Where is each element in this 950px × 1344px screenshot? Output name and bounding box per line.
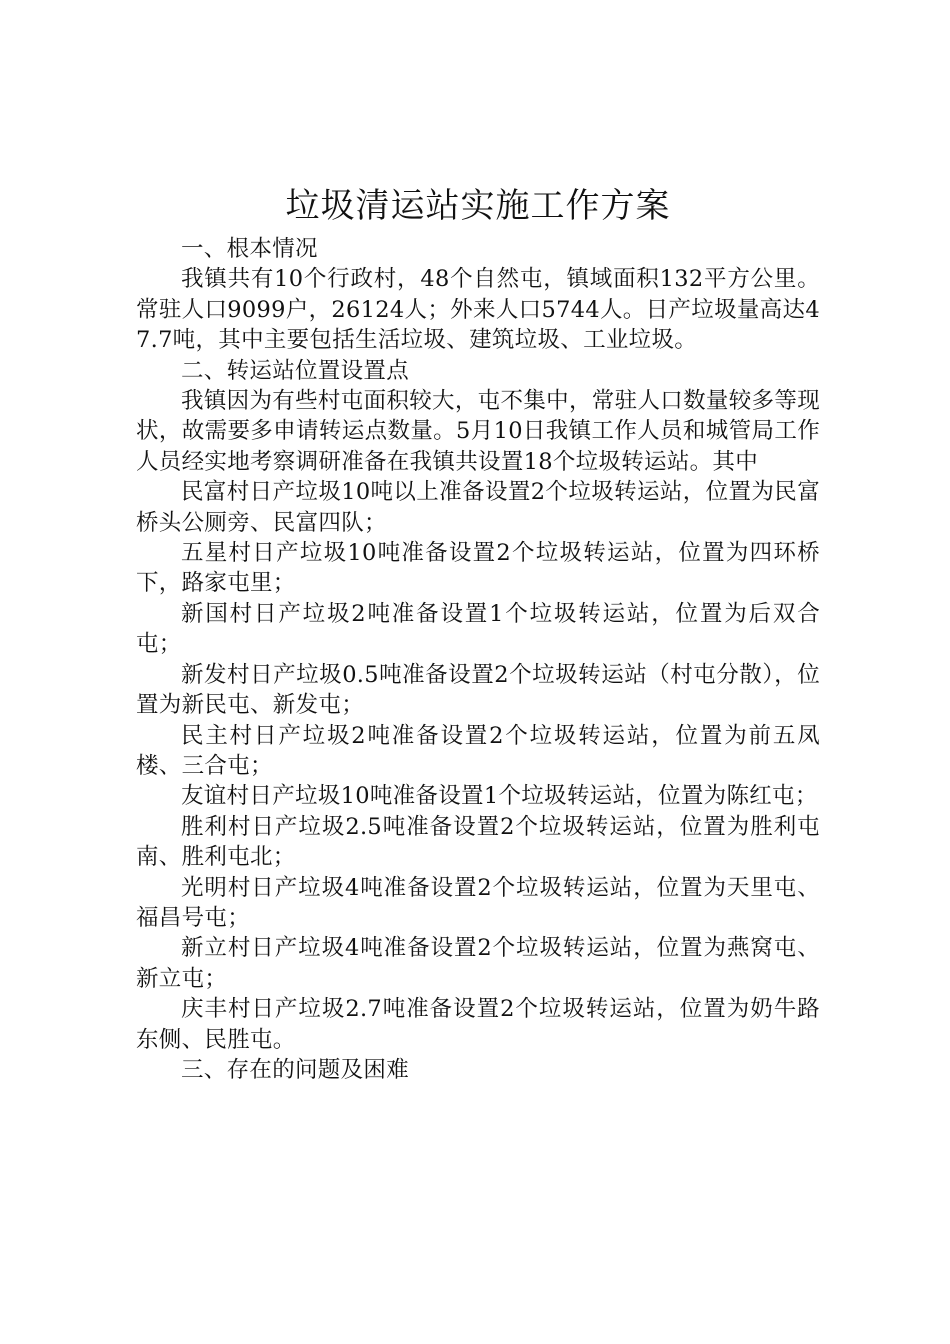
paragraph-village-minzhu: 民主村日产垃圾2吨准备设置2个垃圾转运站，位置为前五凤楼、三合屯；: [136, 722, 820, 779]
paragraph-village-youyi: 友谊村日产垃圾10吨准备设置1个垃圾转运站，位置为陈红屯；: [181, 783, 818, 810]
document-title: 垃圾清运站实施工作方案: [285, 186, 671, 226]
paragraph-village-guangming: 光明村日产垃圾4吨准备设置2个垃圾转运站，位置为天里屯、福昌号屯；: [136, 874, 820, 931]
paragraph-village-xinguo: 新国村日产垃圾2吨准备设置1个垃圾转运站，位置为后双合屯；: [136, 600, 820, 658]
paragraph-town-overview: 我镇共有10个行政村，48个自然屯，镇域面积132平方公里。常驻人口9099户，26124人；外来人口5744人。日产垃圾量高达47.7吨，其中主要包括生活垃圾、建筑垃圾、工业垃圾。: [136, 266, 820, 354]
paragraph-village-qingfeng: 庆丰村日产垃圾2.7吨准备设置2个垃圾转运站，位置为奶牛路东侧、民胜屯。: [136, 996, 820, 1053]
section-heading-basic-situation: 一、根本情况: [181, 236, 318, 262]
paragraph-village-xinli: 新立村日产垃圾4吨准备设置2个垃圾转运站，位置为燕窝屯、新立屯；: [136, 935, 820, 992]
section-heading-problems: 三、存在的问题及困难: [181, 1056, 410, 1083]
paragraph-village-xinfa: 新发村日产垃圾0.5吨准备设置2个垃圾转运站（村屯分散），位置为新民屯、新发屯；: [136, 661, 820, 719]
paragraph-station-planning: 我镇因为有些村屯面积较大，屯不集中，常驻人口数量较多等现状，故需要多申请转运点数量。5月10日我镇工作人员和城管局工作人员经实地考察调研准备在我镇共设置18个垃圾转运站。其中: [136, 388, 820, 475]
paragraph-village-wuxing: 五星村日产垃圾10吨准备设置2个垃圾转运站，位置为四环桥下，路家屯里；: [136, 540, 820, 597]
paragraph-village-shengli: 胜利村日产垃圾2.5吨准备设置2个垃圾转运站，位置为胜利屯南、胜利屯北；: [136, 813, 820, 871]
paragraph-village-minfu: 民富村日产垃圾10吨以上准备设置2个垃圾转运站，位置为民富桥头公厕旁、民富四队；: [136, 479, 820, 536]
document-page: [136, 178, 820, 1085]
section-heading-station-locations: 二、转运站位置设置点: [181, 357, 410, 384]
